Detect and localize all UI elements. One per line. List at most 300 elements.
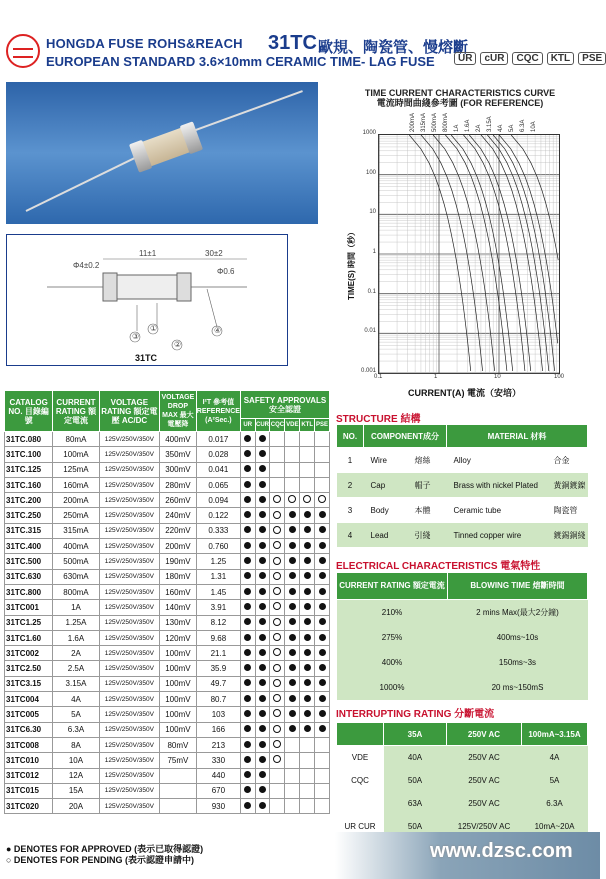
approved-dot-icon [289,634,296,641]
approved-dot-icon [259,481,266,488]
rating-row [5,722,330,737]
current-rating: 2A [53,646,99,661]
approved-dot-icon [244,771,251,778]
voltage-rating: 125V/250V/350V [99,447,159,462]
approval-cell [285,799,300,814]
approved-dot-icon [259,526,266,533]
curve-label: 1A [454,124,460,132]
it-range: 6.3A [522,792,588,815]
chart-ylabel: TIME(S) 時間（秒） [347,228,356,300]
current-rating: 800mA [53,584,99,599]
col-approval-cur: CUR [255,419,270,432]
approval-cell [285,493,300,508]
st-col-no: NO. [337,425,364,448]
col-approval-pse: PSE [315,419,330,432]
rating-row [5,783,330,798]
approval-cell [300,783,315,798]
catalog-no: 31TC.125 [5,462,53,477]
y-tick-label: 100 [365,169,376,176]
pending-ring-icon [273,679,281,687]
approval-cell [300,768,315,783]
pending-ring-icon [273,755,281,763]
approval-cell [315,768,330,783]
approval-cell [240,600,255,615]
approval-cell [285,692,300,707]
approved-dot-icon [319,618,326,625]
voltage-rating: 125V/250V/350V [99,539,159,554]
approved-dot-icon [259,557,266,564]
it-amps: 40A [384,746,447,770]
rating-row [5,753,330,768]
chart-title [335,88,585,108]
approval-cell [285,462,300,477]
st-mat-cn: 陶瓷管 [553,505,578,515]
st-material [447,523,588,548]
approved-dot-icon [319,725,326,732]
et-rating: 210% [337,600,448,626]
approval-cell [285,783,300,798]
approval-cell [255,447,270,462]
approval-cell [255,554,270,569]
approved-dot-icon [244,526,251,533]
approval-cell [240,630,255,645]
approval-cell [300,569,315,584]
approval-cell [270,600,285,615]
approved-dot-icon [244,695,251,702]
catalog-no: 31TC020 [5,799,53,814]
current-rating: 200mA [53,493,99,508]
rating-row [5,508,330,523]
ur-cert-icon: UR [454,52,476,65]
st-comp-cn: 帽子 [414,480,431,490]
voltage-drop: 160mV [160,584,197,599]
approval-cell [300,661,315,676]
fuse-curve [464,135,525,371]
st-mat-cn: 黃銅鍍鎳 [553,480,586,490]
it-amps: 63A [384,792,447,815]
st-no: 1 [337,448,364,473]
it-amps: 50A [384,769,447,792]
col-safety: SAFETY APPROVALS 安全認證 [240,391,329,419]
structure-row [337,523,588,548]
voltage-drop: 280mV [160,477,197,492]
st-comp-en: Body [370,505,389,515]
approval-cell [255,676,270,691]
pending-ring-icon [273,526,281,534]
i2t-value: 0.122 [196,508,240,523]
voltage-drop: 100mV [160,676,197,691]
current-rating: 1A [53,600,99,615]
approval-cell [285,737,300,752]
current-rating: 3.15A [53,676,99,691]
dim-body: 11±1 [139,249,157,258]
approval-cell [285,584,300,599]
approved-dot-icon [259,450,266,457]
interrupting-row [337,769,588,792]
approval-cell [255,569,270,584]
approved-dot-icon [304,679,311,686]
approved-dot-icon [319,664,326,671]
fuse-curve [451,135,513,371]
pending-ring-icon [303,495,311,503]
approval-cell [300,737,315,752]
i2t-value: 49.7 [196,676,240,691]
pending-ring-icon [273,557,281,565]
approval-cell [315,661,330,676]
catalog-no: 31TC001 [5,600,53,615]
st-material [447,498,588,523]
cqc-cert-icon: CQC [512,52,542,65]
approval-cell [240,554,255,569]
approval-cell [300,630,315,645]
approval-cell [255,768,270,783]
approved-dot-icon [319,542,326,549]
rating-row [5,477,330,492]
current-rating: 1.25A [53,615,99,630]
catalog-no: 31TC008 [5,737,53,752]
approval-cell [315,783,330,798]
curve-label: 500mA [432,112,438,132]
catalog-no: 31TC.080 [5,432,53,447]
electrical-title: ELECTRICAL CHARACTERISTICS 電氣特性 [336,561,541,572]
approved-dot-icon [244,450,251,457]
approved-dot-icon [259,664,266,671]
approval-cell [255,707,270,722]
cert-logos [450,52,606,65]
st-component [364,448,447,473]
voltage-drop: 100mV [160,692,197,707]
approved-dot-icon [289,542,296,549]
approved-dot-icon [319,588,326,595]
approval-cell [285,768,300,783]
pending-ring-icon [318,495,326,503]
rating-row [5,493,330,508]
approved-dot-icon [244,557,251,564]
st-mat-cn: 合金 [553,455,570,465]
electrical-row [337,675,588,700]
st-comp-cn: 本體 [414,505,431,515]
rating-row [5,569,330,584]
x-tick-label: 0.1 [374,374,383,380]
approval-cell [285,722,300,737]
approval-cell [270,554,285,569]
et-rating: 1000% [337,675,448,700]
current-rating: 4A [53,692,99,707]
et-time: 2 mins Max(最大2分鐘) [448,600,588,626]
approved-dot-icon [289,664,296,671]
it-agency: VDE [351,753,369,762]
approved-dot-icon [304,603,311,610]
y-tick-label: 1000 [362,130,376,136]
approval-cell [270,737,285,752]
approved-dot-icon [304,511,311,518]
voltage-drop: 100mV [160,722,197,737]
st-mat-en: Ceramic tube [453,505,502,515]
structure-row [337,498,588,523]
i2t-value: 440 [196,768,240,783]
pending-ring-icon [273,633,281,641]
approved-dot-icon [259,710,266,717]
voltage-drop: 260mV [160,493,197,508]
i2t-value: 8.12 [196,615,240,630]
approved-dot-icon [304,695,311,702]
approval-cell [285,753,300,768]
it-volt: 125V/250V AC [447,815,522,838]
st-col-component: COMPONENT成分 [364,425,447,448]
st-component [364,498,447,523]
approved-dot-icon [259,802,266,809]
approved-dot-icon [244,756,251,763]
approval-cell [300,584,315,599]
approval-cell [270,630,285,645]
catalog-no: 31TC1.60 [5,630,53,645]
approval-cell [240,799,255,814]
voltage-drop: 350mV [160,447,197,462]
approval-cell [285,432,300,447]
it-col-amps: 35A [384,723,447,746]
st-component [364,473,447,498]
approval-cell [315,722,330,737]
voltage-drop: 300mV [160,462,197,477]
approval-cell [255,630,270,645]
rating-row [5,523,330,538]
y-tick-label: 0.01 [364,328,376,335]
approval-cell [315,462,330,477]
pending-ring-icon [273,648,281,656]
rating-row [5,462,330,477]
approval-cell [240,569,255,584]
approved-dot-icon [244,741,251,748]
voltage-drop: 80mV [160,737,197,752]
approval-cell [270,447,285,462]
product-photo [6,82,318,224]
approval-cell [270,477,285,492]
current-rating: 315mA [53,523,99,538]
structure-row [337,448,588,473]
approved-dot-icon [259,465,266,472]
voltage-drop [160,799,197,814]
approval-cell [270,692,285,707]
catalog-no: 31TC005 [5,707,53,722]
catalog-no: 31TC.500 [5,554,53,569]
approval-cell [270,646,285,661]
legend-pending: ○ DENOTES FOR PENDING (表示認證申請中) [6,855,194,865]
voltage-rating: 125V/250V/350V [99,676,159,691]
fuse-curve [493,135,554,371]
i2t-value: 0.017 [196,432,240,447]
pending-ring-icon [273,495,281,503]
approved-dot-icon [289,725,296,732]
rating-row [5,447,330,462]
i2t-value: 213 [196,737,240,752]
st-comp-cn: 引綫 [414,530,431,540]
st-col-material: MATERIAL 材料 [447,425,588,448]
approved-dot-icon [289,511,296,518]
voltage-drop [160,783,197,798]
approved-dot-icon [259,741,266,748]
approval-cell [240,707,255,722]
rating-row [5,600,330,615]
approved-dot-icon [244,511,251,518]
legend-approved: ● DENOTES FOR APPROVED (表示已取得認證) [6,844,204,854]
it-range: 5A [522,769,588,792]
approval-cell [300,508,315,523]
approval-cell [315,630,330,645]
et-rating: 400% [337,650,448,675]
curve-label: 3.15A [487,116,493,132]
approval-cell [255,432,270,447]
approved-dot-icon [304,649,311,656]
approved-dot-icon [259,756,266,763]
approval-cell [255,462,270,477]
voltage-rating: 125V/250V/350V [99,493,159,508]
approved-dot-icon [319,710,326,717]
approval-cell [270,539,285,554]
catalog-no: 31TC.315 [5,523,53,538]
voltage-rating: 125V/250V/350V [99,692,159,707]
it-col-volt: 250V AC [447,723,522,746]
approved-dot-icon [244,634,251,641]
approval-cell [300,600,315,615]
brand-name: HONGDA FUSE ROHS&REACH [46,36,243,51]
col-approval-vde: VDE [285,419,300,432]
approved-dot-icon [244,710,251,717]
voltage-rating: 125V/250V/350V [99,722,159,737]
voltage-rating: 125V/250V/350V [99,661,159,676]
cur-cert-icon: cUR [480,52,508,65]
catalog-no: 31TC2.50 [5,661,53,676]
chart-xticks [376,374,566,384]
pending-ring-icon [273,511,281,519]
approval-cell [240,539,255,554]
current-rating: 80mA [53,432,99,447]
approval-cell [270,799,285,814]
approved-dot-icon [319,526,326,533]
approval-cell [240,737,255,752]
voltage-rating: 125V/250V/350V [99,462,159,477]
approved-dot-icon [289,649,296,656]
voltage-drop: 240mV [160,508,197,523]
fuse-curve [433,135,494,371]
current-rating: 400mA [53,539,99,554]
approval-cell [315,554,330,569]
pending-ring-icon [273,587,281,595]
approval-cell [270,722,285,737]
catalog-no: 31TC1.25 [5,615,53,630]
catalog-no: 31TC.100 [5,447,53,462]
approved-dot-icon [259,542,266,549]
dim-wire: Φ0.6 [217,267,235,276]
electrical-row [337,600,588,626]
approval-cell [240,584,255,599]
et-col-rating: CURRENT RATING 額定電流 [337,573,448,600]
rating-row [5,584,330,599]
voltage-drop: 75mV [160,753,197,768]
pending-ring-icon [273,541,281,549]
curve-label: 2A [476,124,482,132]
approval-cell [315,508,330,523]
approved-dot-icon [304,725,311,732]
approved-dot-icon [259,435,266,442]
i2t-value: 1.31 [196,569,240,584]
approved-dot-icon [304,526,311,533]
approval-cell [270,753,285,768]
catalog-no: 31TC004 [5,692,53,707]
approval-cell [300,477,315,492]
it-agency: CQC [351,776,369,785]
i2t-value: 1.25 [196,554,240,569]
voltage-rating: 125V/250V/350V [99,737,159,752]
voltage-drop: 200mV [160,539,197,554]
catalog-no: 31TC3.15 [5,676,53,691]
i2t-value: 35.9 [196,661,240,676]
current-rating: 500mA [53,554,99,569]
pse-cert-icon: PSE [578,52,606,65]
approval-cell [300,707,315,722]
electrical-row [337,650,588,675]
voltage-rating: 125V/250V/350V [99,477,159,492]
approval-cell [315,692,330,707]
interrupting-table [336,722,588,838]
it-range: 4A [522,746,588,770]
i2t-value: 103 [196,707,240,722]
approval-cell [285,447,300,462]
current-rating: 15A [53,783,99,798]
voltage-rating: 125V/250V/350V [99,646,159,661]
model-title: 31TC [268,32,317,54]
dim-diameter: Φ4±0.2 [73,261,100,270]
legend [6,844,203,866]
approval-cell [315,447,330,462]
it-col-range: 100mA~3.15A [522,723,588,746]
approval-cell [285,630,300,645]
approval-cell [300,615,315,630]
approved-dot-icon [289,526,296,533]
approval-cell [240,676,255,691]
approved-dot-icon [304,710,311,717]
catalog-no: 31TC6.30 [5,722,53,737]
approved-dot-icon [304,542,311,549]
ktl-cert-icon: KTL [547,52,574,65]
approved-dot-icon [289,710,296,717]
approval-cell [285,508,300,523]
approval-cell [315,753,330,768]
approval-cell [270,462,285,477]
voltage-rating: 125V/250V/350V [99,569,159,584]
st-no: 4 [337,523,364,548]
i2t-value: 21.1 [196,646,240,661]
catalog-no: 31TC.250 [5,508,53,523]
i2t-value: 0.065 [196,477,240,492]
approval-cell [240,462,255,477]
st-mat-en: Alloy [453,455,471,465]
approved-dot-icon [259,588,266,595]
pending-ring-icon [273,572,281,580]
approval-cell [315,707,330,722]
rating-row [5,676,330,691]
chart-title-en: TIME CURRENT CHARACTERISTICS CURVE [364,88,556,98]
it-range: 10mA~20A [522,815,588,838]
approval-cell [270,783,285,798]
rating-row [5,799,330,814]
i2t-value: 9.68 [196,630,240,645]
current-rating: 250mA [53,508,99,523]
rating-row [5,737,330,752]
approved-dot-icon [289,679,296,686]
callout-2: ② [174,340,182,349]
approval-cell [270,615,285,630]
approved-dot-icon [244,725,251,732]
